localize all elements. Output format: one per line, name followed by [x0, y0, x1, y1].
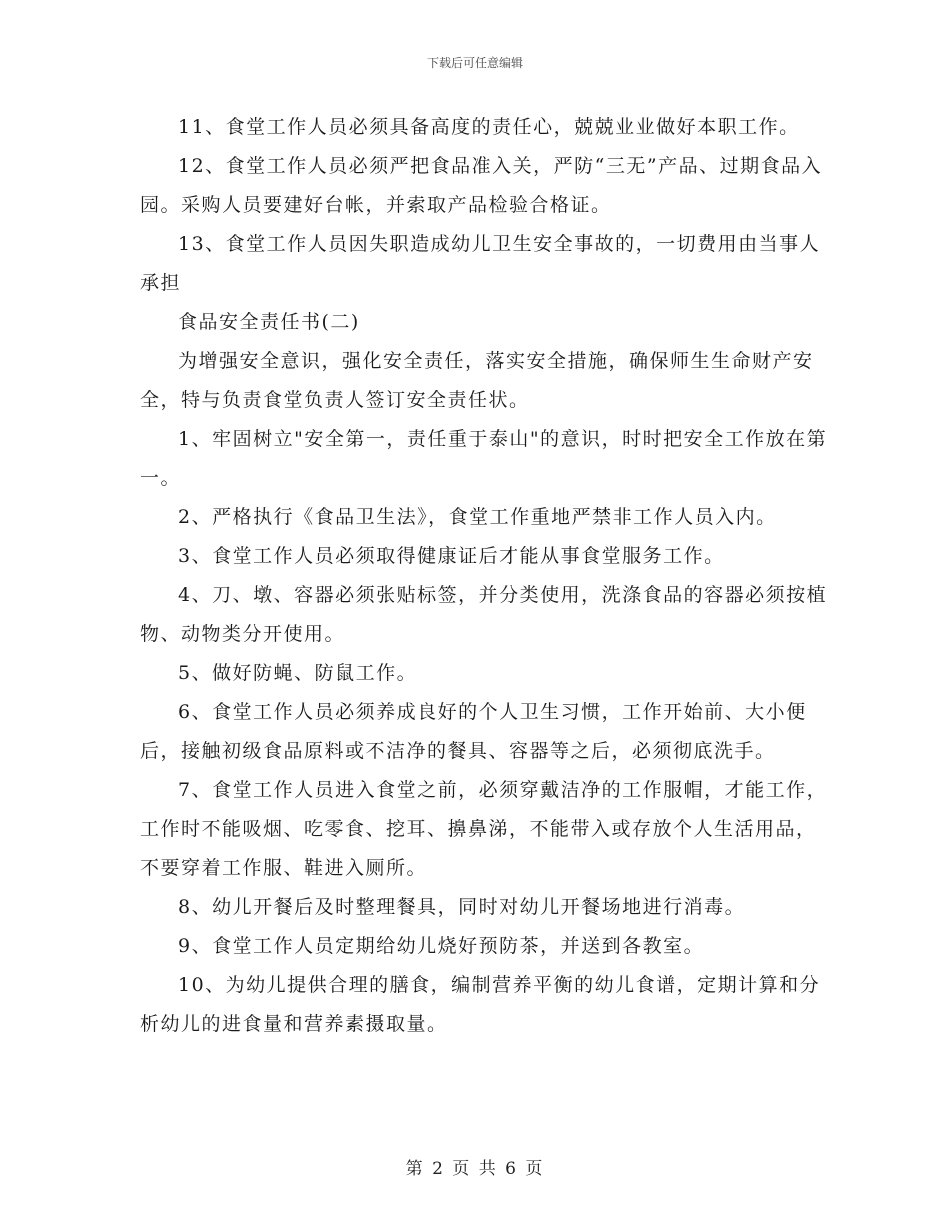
section-title: 食品安全责任书(二) — [178, 311, 360, 333]
intro-paragraph: 为增强安全意识，强化安全责任，落实安全措施，确保师生生命财产安全，特与负责食堂负责人签订安全责任状。 — [140, 350, 814, 411]
paragraph-11: 11、食堂工作人员必须具备高度的责任心，兢兢业业做好本职工作。 — [178, 116, 800, 138]
paragraph-9: 9、食堂工作人员定期给幼儿烧好预防茶，并送到各教室。 — [178, 935, 705, 957]
paragraph-12: 12、食堂工作人员必须严把食品准入关，严防“三无”产品、过期食品入园。采购人员要建好台帐，并索取产品检验合格证。 — [140, 155, 823, 216]
paragraph-4: 4、刀、墩、容器必须张贴标签，并分类使用，洗涤食品的容器必须按植物、动物类分开使用。 — [140, 584, 828, 645]
page-number: 第 2 页 共 6 页 — [405, 1159, 545, 1179]
document-body — [140, 108, 830, 1044]
paragraph-13: 13、食堂工作人员因失职造成幼儿卫生安全事故的，一切费用由当事人承担 — [140, 233, 821, 294]
paragraph-10: 10、为幼儿提供合理的膳食，编制营养平衡的幼儿食谱，定期计算和分析幼儿的进食量和营养素摄取量。 — [140, 974, 821, 1035]
page-header: 下载后可任意编辑 — [426, 56, 523, 70]
paragraph-1: 1、牢固树立"安全第一，责任重于泰山"的意识，时时把安全工作放在第一。 — [140, 428, 828, 489]
paragraph-8: 8、幼儿开餐后及时整理餐具，同时对幼儿开餐场地进行消毒。 — [178, 896, 746, 918]
paragraph-3: 3、食堂工作人员必须取得健康证后才能从事食堂服务工作。 — [178, 545, 725, 567]
paragraph-7: 7、食堂工作人员进入食堂之前，必须穿戴洁净的工作服帽，才能工作，工作时不能吸烟、吃零食、挖耳、擤鼻涕，不能带入或存放个人生活用品，不要穿着工作服、鞋进入厕所。 — [140, 779, 828, 879]
paragraph-2: 2、严格执行《食品卫生法》，食堂工作重地严禁非工作人员入内。 — [178, 506, 777, 528]
paragraph-6: 6、食堂工作人员必须养成良好的个人卫生习惯，工作开始前、大小便后，接触初级食品原料或不洁净的餐具、容器等之后，必须彻底洗手。 — [140, 701, 807, 762]
paragraph-5: 5、做好防蝇、防鼠工作。 — [178, 662, 418, 684]
